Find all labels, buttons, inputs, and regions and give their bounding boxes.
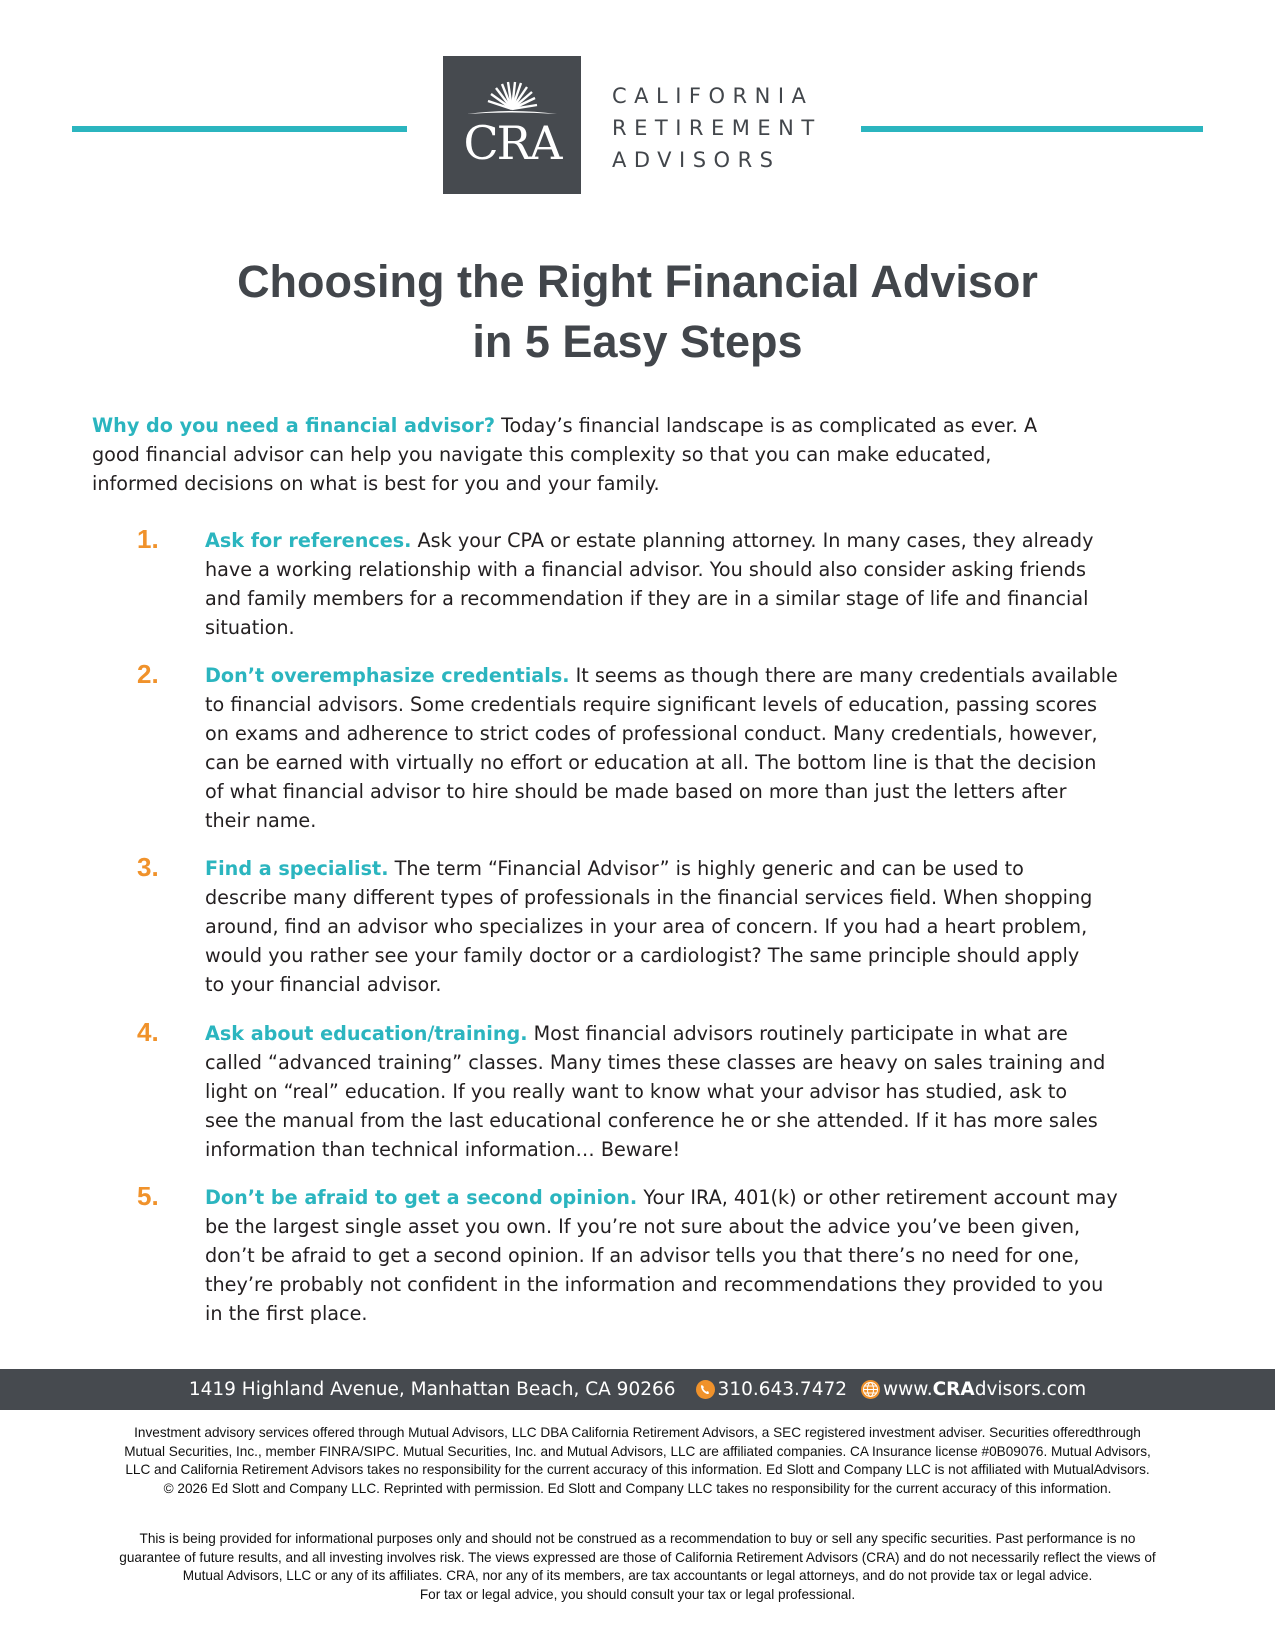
step-text-line: their name. — [205, 809, 317, 832]
step-text-line: of what financial advisor to hire should be made based on more than just the letters after — [205, 780, 1067, 803]
disclaimer-line: LLC and California Retirement Advisors takes no responsibility for the current accuracy of this information. Ed Slott and Company LLC is not affiliated with MutualAdvisors. — [125, 1462, 1150, 1477]
brand-line-advisors: ADVISORS — [612, 148, 781, 172]
disclaimer-line: Investment advisory services offered through Mutual Advisors, LLC DBA California Retirement Advisors, a SEC registered investment adviser. Securities offeredthrough — [134, 1425, 1141, 1440]
disclaimer-line: This is being provided for informational purposes only and should not be construed as a recommendation to buy or sell any specific securities. Past performance is no — [139, 1531, 1136, 1546]
step-text-line: describe many different types of professionals in the financial services field. When shopping — [205, 886, 1093, 909]
title-line-1: Choosing the Right Financial Advisor — [237, 256, 1038, 307]
step-text-line: to your financial advisor. — [205, 973, 442, 996]
intro-text-line: informed decisions on what is best for you and your family. — [92, 472, 660, 495]
step-text-line: called “advanced training” classes. Many times these classes are heavy on sales training and — [205, 1051, 1106, 1074]
intro-lead: Why do you need a financial advisor? — [92, 414, 495, 437]
globe-icon — [861, 1380, 880, 1399]
step-body — [205, 1183, 1140, 1328]
brand-name — [612, 80, 822, 176]
step-heading: Ask about education/training. — [205, 1022, 528, 1045]
step-text-line: in the first place. — [205, 1302, 368, 1325]
step-text-line: light on “real” education. If you really want to know what your advisor has studied, ask to — [205, 1080, 1068, 1103]
disclaimer-line: © 2026 Ed Slott and Company LLC. Reprinted with permission. Ed Slott and Company LLC takes no responsibility for the current accuracy of this information. — [163, 1480, 1112, 1496]
step-heading: Don’t overemphasize credentials. — [205, 664, 570, 687]
intro-text-line: Today’s financial landscape is as complicated as ever. A — [494, 414, 1038, 437]
disclaimer-line: guarantee of future results, and all investing involves risk. The views expressed are those of California Retirement Advisors (CRA) and do not necessarily reflect the views of — [119, 1549, 1156, 1565]
step-text-line: and family members for a recommendation if they are in a similar stage of life and financial — [205, 587, 1089, 610]
step-text-line: be the largest single asset you own. If you’re not sure about the advice you’ve been given, — [205, 1215, 1081, 1238]
phone-number[interactable]: 310.643.7472 — [717, 1379, 848, 1400]
step-text-line: Most financial advisors routinely participate in what are — [527, 1022, 1068, 1045]
step-text-line: on exams and adherence to strict codes of professional conduct. Many credentials, however, — [205, 722, 1098, 745]
step-body — [205, 661, 1140, 835]
logo-initials: CRA — [463, 116, 561, 170]
step-number: 1. — [137, 524, 159, 554]
website-link[interactable] — [861, 1379, 1086, 1400]
step-text-line: can be earned with virtually no effort or education at all. The bottom line is that the decision — [205, 751, 1097, 774]
contact-bar — [0, 1369, 1275, 1410]
step-heading: Don’t be afraid to get a second opinion. — [205, 1186, 638, 1209]
step-number: 4. — [137, 1017, 159, 1047]
step-text-line: they’re probably not confident in the information and recommendations they provided to you — [205, 1273, 1104, 1296]
step-number: 3. — [137, 852, 159, 882]
company-logo — [443, 56, 581, 194]
phone[interactable] — [696, 1379, 847, 1400]
step-text-line: It seems as though there are many credentials available — [569, 664, 1118, 687]
disclaimer-informational — [60, 1530, 1215, 1604]
disclaimer-line: For tax or legal advice, you should consult your tax or legal professional. — [419, 1586, 856, 1602]
disclaimer-line: Mutual Advisors, LLC or any of its affiliates. CRA, nor any of its members, are tax accountants or legal attorneys, and do not provide tax or legal advice. — [182, 1568, 1093, 1583]
step-text-line: have a working relationship with a financial advisor. You should also consider asking friends — [205, 558, 1086, 581]
page-title — [0, 252, 1275, 372]
step-text-line: to financial advisors. Some credentials require significant levels of education, passing scores — [205, 693, 1098, 716]
step-text-line: would you rather see your family doctor or a cardiologist? The same principle should apply — [205, 944, 1080, 967]
step-text-line: around, find an advisor who specializes in your area of concern. If you had a heart problem, — [205, 915, 1088, 938]
step-text-line: Your IRA, 401(k) or other retirement account may — [637, 1186, 1118, 1209]
intro-paragraph — [92, 411, 1152, 498]
address: 1419 Highland Avenue, Manhattan Beach, CA 90266 — [188, 1379, 676, 1400]
step-number: 2. — [137, 659, 159, 689]
brand-line-retirement: RETIREMENT — [612, 116, 822, 140]
brand-line-california: CALIFORNIA — [612, 84, 814, 108]
step-text-line: information than technical information… Beware! — [205, 1138, 681, 1161]
disclaimer-securities — [60, 1424, 1215, 1498]
step-text-line: don’t be afraid to get a second opinion. If an advisor tells you that there’s no need for one, — [205, 1244, 1080, 1267]
website-bold[interactable]: CRA — [932, 1379, 975, 1400]
phone-icon — [696, 1380, 715, 1399]
step-body — [205, 854, 1140, 999]
step-number: 5. — [137, 1181, 159, 1211]
sunrise-icon — [465, 78, 559, 118]
step-text-line: The term “Financial Advisor” is highly generic and can be used to — [388, 857, 1024, 880]
step-text-line: see the manual from the last educational conference he or she attended. If it has more sales — [205, 1109, 1098, 1132]
step-text-line: Ask your CPA or estate planning attorney. In many cases, they already — [411, 529, 1094, 552]
step-heading: Ask for references. — [205, 529, 412, 552]
header-rule-right — [861, 126, 1203, 132]
intro-text-line: good financial advisor can help you navigate this complexity so that you can make educated, — [92, 443, 992, 466]
disclaimer-line: Mutual Securities, Inc., member FINRA/SIPC. Mutual Securities, Inc. and Mutual Advisors, LLC are affiliated companies. CA Insurance license #0B09076. Mutual Advisors, — [124, 1443, 1151, 1459]
step-heading: Find a specialist. — [205, 857, 389, 880]
header-rule-left — [72, 126, 407, 132]
step-text-line: situation. — [205, 616, 295, 639]
website-prefix[interactable]: www. — [883, 1379, 933, 1400]
step-body — [205, 1019, 1140, 1164]
title-line-2: in 5 Easy Steps — [472, 316, 803, 367]
website-suffix[interactable]: dvisors.com — [974, 1379, 1087, 1400]
step-body — [205, 526, 1140, 642]
